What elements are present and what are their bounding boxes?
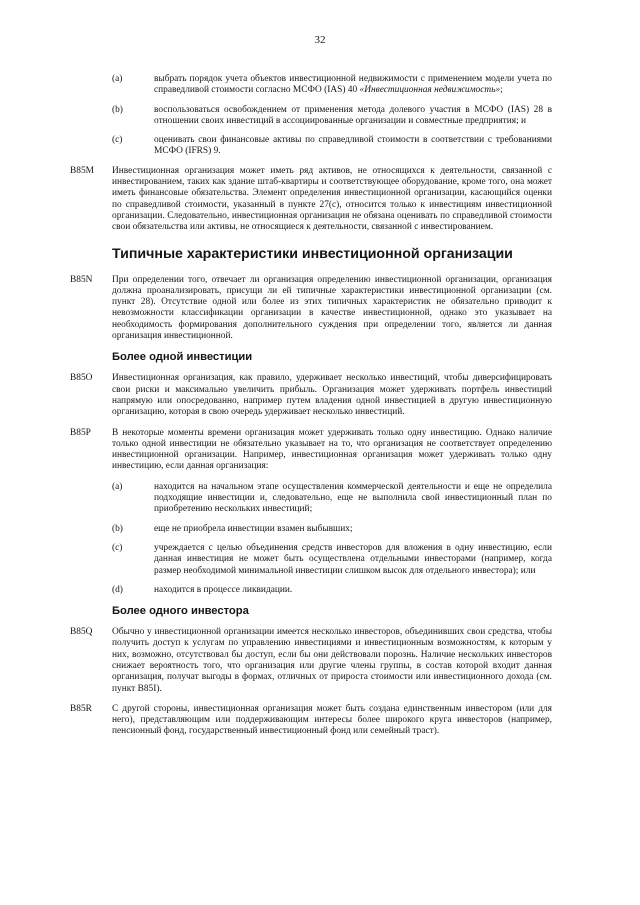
b85p-list xyxy=(112,482,552,596)
list-item-label: (d) xyxy=(112,584,123,595)
page-number: 32 xyxy=(314,34,326,46)
paragraph-text: Инвестиционная организация может иметь ряд активов, не относящихся к деятельности, связанной с инвестированием, таких как здание штаб-квартиры и соответствующее оборудование, кроме того, она может иметь финансовые обязательства. Элемент определения инвестиционной организации, касающийся оценки по справедливой стоимости, указанный в пункте 27(c), относится только к инвестициям инвестиционной организации. Следовательно, инвестиционная организация не обязана оценивать по справедливой стоимости свои обязательства или активы, не относящиеся к деятельности, связанной с инвестированием. xyxy=(112,165,552,233)
list-item-text: находится в процессе ликвидации. xyxy=(154,584,293,595)
paragraph-label: B85Q xyxy=(70,627,93,638)
top-list xyxy=(112,74,552,158)
list-item-label: (b) xyxy=(112,104,123,115)
paragraph-text: Обычно у инвестиционной организации имеется несколько инвесторов, объединивших свои средства, чтобы получить доступ к услугам по управлению инвестициями и инвестиционным возможностям, к которым у них, возможно, отсутствовал бы доступ, если бы они действовали порознь. Наличие нескольких инвесторов снижает вероятность того, что организация или другие члены группы, в состав которой входит данная организация, получат выгоды в формах, отличных от прироста стоимости или инвестиционного дохода (см. пункт B85I). xyxy=(112,627,552,694)
paragraph-label: B85M xyxy=(70,165,94,176)
list-item-label: (c) xyxy=(112,542,123,553)
paragraph-b85q xyxy=(70,627,552,695)
paragraph-b85o xyxy=(70,373,552,418)
list-item xyxy=(112,482,552,516)
list-item-text: еще не приобрела инвестиции взамен выбывших; xyxy=(154,523,353,534)
paragraph-label: B85O xyxy=(70,373,93,384)
list-item-text: учреждается с целью объединения средств инвесторов для вложения в одну инвестицию, если данная инвестиция не может быть осуществлена отдельными инвесторами (например, когда размер необходимой минимальной инвестиции слишком высок для отдельного инвестора); или xyxy=(154,542,552,576)
document-body xyxy=(70,74,552,747)
list-item-label: (b) xyxy=(112,523,123,534)
subsection-heading: Более одного инвестора xyxy=(112,605,249,618)
paragraph-text: Инвестиционная организация, как правило, удерживает несколько инвестиций, чтобы диверсифицировать свои риски и максимально увеличить прибыль. Организация может удерживать портфель инвестиций напрямую или опосредованно, например путем владения одной инвестицией в другую инвестиционную организацию, которая в свою очередь удерживает несколько инвестиций. xyxy=(112,373,552,418)
paragraph-label: B85N xyxy=(70,274,93,285)
paragraph-label: B85R xyxy=(70,703,92,714)
paragraph-b85n xyxy=(70,275,552,343)
list-item-text: находится на начальном этапе осуществления коммерческой деятельности и еще не определила подходящие инвестиции и, следовательно, еще не выполнила свой инвестиционный план по приобретению нескольких инвестиций; xyxy=(154,481,552,515)
list-item xyxy=(112,74,552,97)
list-item xyxy=(112,585,552,596)
list-item-text: воспользоваться освобождением от применения метода долевого участия в МСФО (IAS) 28 в отношении своих инвестиций в ассоциированные организации и совместные предприятия; и xyxy=(154,104,552,126)
paragraph-b85m xyxy=(70,166,552,234)
list-item xyxy=(112,543,552,577)
list-item-label: (a) xyxy=(112,481,123,492)
standard-title: «Инвестиционная недвижимость» xyxy=(359,85,501,96)
paragraph-text: С другой стороны, инвестиционная организация может быть создана единственным инвестором (или для него), представляющим или поддерживающим интересы более широкого круга инвесторов (например, пенсионный фонд, государственный инвестиционный фонд или семейный траст). xyxy=(112,703,552,737)
paragraph-label: B85P xyxy=(70,427,91,438)
paragraph-text: При определении того, отвечает ли организация определению инвестиционной организации, организация должна проанализировать, присущи ли ей типичные характеристики инвестиционной организации (см. пункт 28). Отсутствие одной или более из этих типичных характеристик не обязательно приводит к невозможности классификации организации в качестве инвестиционной, однако это указывает на необходимость формирования дополнительного суждения при определении того, является ли данная организация инвестиционной. xyxy=(112,274,552,342)
list-item xyxy=(112,524,552,535)
list-item xyxy=(112,135,552,158)
list-item-label: (c) xyxy=(112,135,123,146)
section-heading: Типичные характеристики инвестиционной организации xyxy=(112,245,513,262)
paragraph-b85r xyxy=(70,704,552,738)
list-item-label: (a) xyxy=(112,74,123,84)
list-item xyxy=(112,105,552,128)
paragraph-text: В некоторые моменты времени организация может удерживать только одну инвестицию. Однако наличие только одной инвестиции не обязательно указывает на то, что организация не соответствует определению инвестиционной организации. Например, инвестиционная организация может удерживать только одну инвестицию, если данная организация: xyxy=(112,427,552,472)
subsection-heading: Более одной инвестиции xyxy=(112,351,253,364)
paragraph-b85p xyxy=(70,428,552,473)
list-item-text: выбрать порядок учета объектов инвестиционной недвижимости с применением модели учета по справедливой стоимости согласно МСФО (IAS) 40 «Инвестиционная недвижимость»; xyxy=(154,74,552,96)
list-item-text: оценивать свои финансовые активы по справедливой стоимости в соответствии с требованиями МСФО (IFRS) 9. xyxy=(154,135,552,157)
